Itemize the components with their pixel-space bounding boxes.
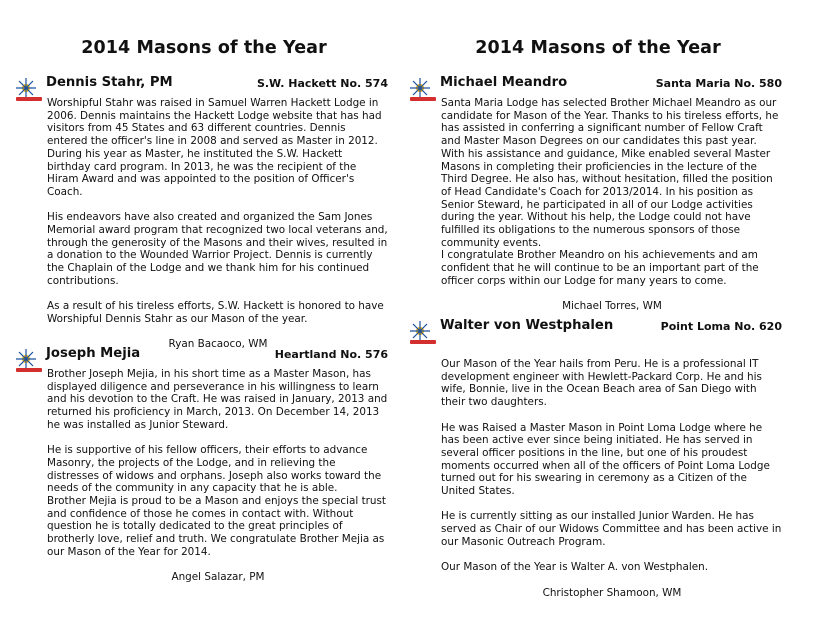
- paragraph: His endeavors have also created and organized the Sam Jones Memorial award program that recognized two local veterans and, through the generosity of the Masons and their wives, resulted in a donation to the Wounded Warrior Project. Dennis is currently the Chaplain of the Lodge and we thank him for his continued contributions.: [47, 211, 388, 287]
- mason-name: Walter von Westphalen: [440, 318, 614, 333]
- paragraph: He is currently sitting as our installed Junior Warden. He has served as Chair of our Widows Committee and has been active in our Masonic Outreach Program.: [441, 510, 782, 548]
- mason-entry: [408, 318, 788, 599]
- signature: Angel Salazar, PM: [171, 571, 265, 584]
- entry-body: [47, 97, 389, 326]
- mason-name: Joseph Mejia: [46, 346, 141, 361]
- mason-emblem-icon: [408, 318, 438, 346]
- mason-entry: [408, 75, 788, 312]
- signature: Christopher Shamoon, WM: [542, 586, 682, 599]
- paragraph: He is supportive of his fellow officers, their efforts to advance Masonry, the projects of the Lodge, and in relieving the distresses of widows and orphans. Joseph also works toward the needs of the community in any capacity that he is able.: [47, 444, 382, 495]
- paragraph: Worshipful Stahr was raised in Samuel Warren Hackett Lodge in 2006. Dennis maintains the Hackett Lodge website that has had visitors from 45 States and 63 different countries. Dennis entered the officer's line in 2008 and served as Master in 2012. During his year as Master, he instituted the S.W. Hackett birthday card program. In 2013, he was the recipient of the Hiram Award and was appointed to the position of Officer's Coach.: [47, 97, 382, 198]
- paragraph: Our Mason of the Year is Walter A. von Westphalen.: [441, 561, 708, 574]
- mason-entry: [14, 75, 394, 350]
- entry-body: [441, 358, 783, 574]
- right-page: [408, 0, 788, 632]
- page-title: 2014 Masons of the Year: [475, 38, 721, 58]
- page-title: 2014 Masons of the Year: [81, 38, 327, 58]
- paragraph: Brother Joseph Mejia, in his short time as a Master Mason, has displayed diligence and perseverance in his willingness to learn and his devotion to the Craft. He was raised in January, 2013 and returned his proficiency in March, 2013. On December 14, 2013 he was installed as Junior Steward.: [47, 368, 388, 431]
- paragraph: He was Raised a Master Mason in Point Loma Lodge where he has been active ever since being initiated. He has served in several officer positions in the line, but one of his proudest moments occurred when all of the officers of Point Loma Lodge turned out for his swearing in ceremony as a Citizen of the United States.: [441, 421, 770, 498]
- mason-emblem-icon: [408, 75, 438, 103]
- mason-name: Dennis Stahr, PM: [46, 75, 173, 90]
- entry-body: [47, 368, 389, 559]
- mason-emblem-icon: [14, 75, 44, 103]
- lodge-name: Point Loma No. 620: [660, 320, 782, 333]
- signature: Ryan Bacaoco, WM: [168, 338, 268, 351]
- signature: Michael Torres, WM: [562, 300, 662, 313]
- paragraph: Santa Maria Lodge has selected Brother Michael Meandro as our candidate for Mason of the Year. Thanks to his tireless efforts, he has assisted in conferring a significant number of Fellow Craft and Master Mason Degrees on our candidates this past year. With his assistance and guidance, Mike enabled several Master Masons in completing their proficiencies in the lecture of the Third Degree. He also has, without hesitation, filled the position of Head Candidate's Coach for 2013/2014. In his position as Senior Steward, he participated in all of our Lodge activities during the year. Without his help, the Lodge could not have fulfilled its obligations to the numerous sponsors of those community events.: [441, 97, 779, 249]
- entry-header: [408, 75, 788, 97]
- entry-header: [14, 75, 394, 97]
- paragraph: As a result of his tireless efforts, S.W. Hackett is honored to have Worshipful Dennis Stahr as our Mason of the year.: [47, 300, 384, 325]
- lodge-name: Heartland No. 576: [274, 348, 388, 361]
- entry-body: [441, 97, 783, 288]
- entry-header: [14, 346, 394, 368]
- mason-emblem-icon: [14, 346, 44, 374]
- lodge-name: S.W. Hackett No. 574: [256, 77, 388, 90]
- paragraph: Our Mason of the Year hails from Peru. He is a professional IT development engineer with Hewlett-Packard Corp. He and his wife, Bonnie, live in the Ocean Beach area of San Diego with their two daughters.: [441, 358, 762, 409]
- entry-header: [408, 318, 788, 358]
- lodge-name: Santa Maria No. 580: [655, 77, 782, 90]
- mason-entry: [14, 346, 394, 583]
- left-page: [14, 0, 394, 632]
- paragraph: I congratulate Brother Meandro on his achievements and am confident that he will continue to be an important part of the officer corps within our Lodge for many years to come.: [441, 249, 759, 287]
- paragraph: Brother Mejia is proud to be a Mason and enjoys the special trust and confidence of those he comes in contact with. Without question he is totally dedicated to the great principles of brotherly love, relief and truth. We congratulate Brother Mejia as our Mason of the Year for 2014.: [47, 495, 386, 558]
- mason-name: Michael Meandro: [440, 75, 568, 90]
